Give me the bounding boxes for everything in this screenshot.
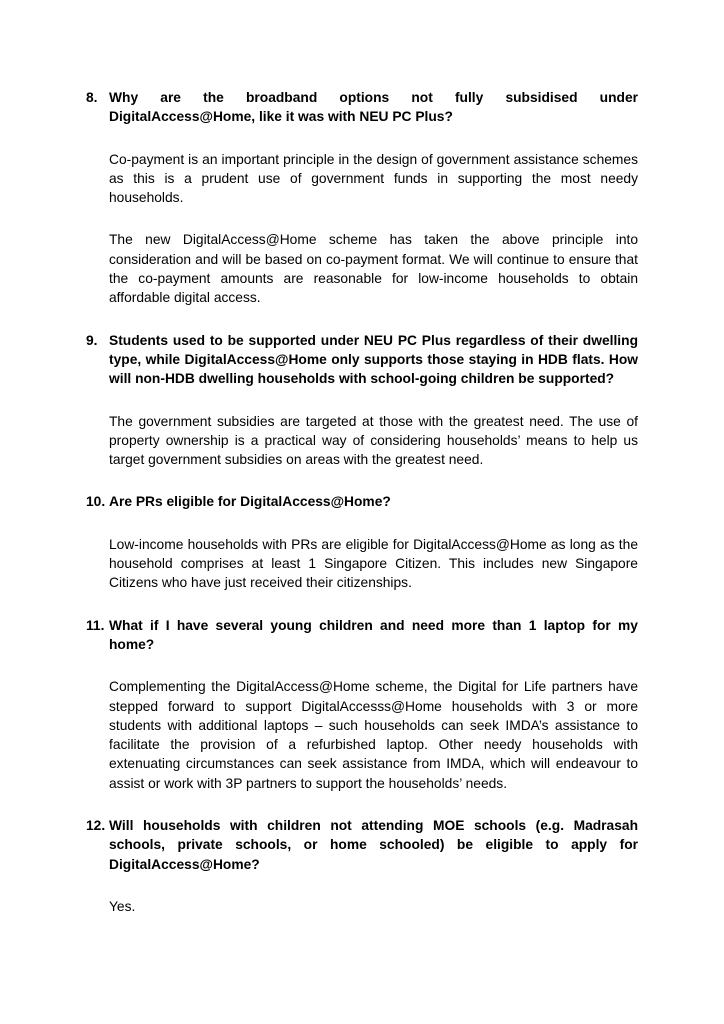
question-number: 10. (86, 494, 106, 510)
question-text: What if I have several young children and need more than 1 laptop for my home? (109, 617, 638, 652)
faq-item-9 (86, 331, 638, 493)
answer-paragraph: Low-income households with PRs are eligible for DigitalAccess@Home as long as the household comprises at least 1 Singapore Citizen. This includes new Singapore Citizens who have just received their citizenships. (109, 536, 638, 591)
question-number: 8. (86, 90, 98, 105)
faq-item-8 (86, 88, 638, 331)
question-text: Students used to be supported under NEU PC Plus regardless of their dwelling type, while DigitalAccess@Home only supports those staying in HDB flats. How will non-HDB dwelling households with school-going children be supported? (109, 332, 638, 387)
faq-item-11 (86, 616, 638, 816)
answer-paragraph: The government subsidies are targeted at those with the greatest need. The use of property ownership is a practical way of considering households’ means to help us target government subsidies on areas with the greatest need. (109, 413, 638, 468)
question-text: Why are the broadband options not fully subsidised under DigitalAccess@Home, like it was with NEU PC Plus? (109, 90, 638, 125)
question-number: 11. (86, 617, 105, 633)
faq-item-12 (86, 816, 638, 916)
question-number: 12. (86, 818, 106, 834)
answer-paragraph: Complementing the DigitalAccess@Home scheme, the Digital for Life partners have stepped forward to support DigitalAccesss@Home households with 3 or more students with additional laptops – such households can seek IMDA’s assistance to facilitate the provision of a refurbished laptop. Other needy households with extenuating circumstances can seek assistance from IMDA, which will endeavour to assist or work with 3P partners to support the households’ needs. (109, 679, 638, 791)
faq-item-10 (86, 492, 638, 615)
answer-paragraph: Co-payment is an important principle in the design of government assistance schemes as this is a prudent use of government funds in supporting the most needy households. (109, 151, 638, 206)
question-text: Are PRs eligible for DigitalAccess@Home? (109, 494, 391, 510)
answer-paragraph: Yes. (109, 898, 136, 914)
answer-paragraph: The new DigitalAccess@Home scheme has taken the above principle into consideration and will be based on co-payment format. We will continue to ensure that the co-payment amounts are reasonable for low-income households to obtain affordable digital access. (109, 232, 638, 306)
question-number: 9. (86, 332, 98, 348)
question-text: Will households with children not attending MOE schools (e.g. Madrasah schools, private schools, or home schooled) be eligible to apply for DigitalAccess@Home? (109, 818, 638, 872)
